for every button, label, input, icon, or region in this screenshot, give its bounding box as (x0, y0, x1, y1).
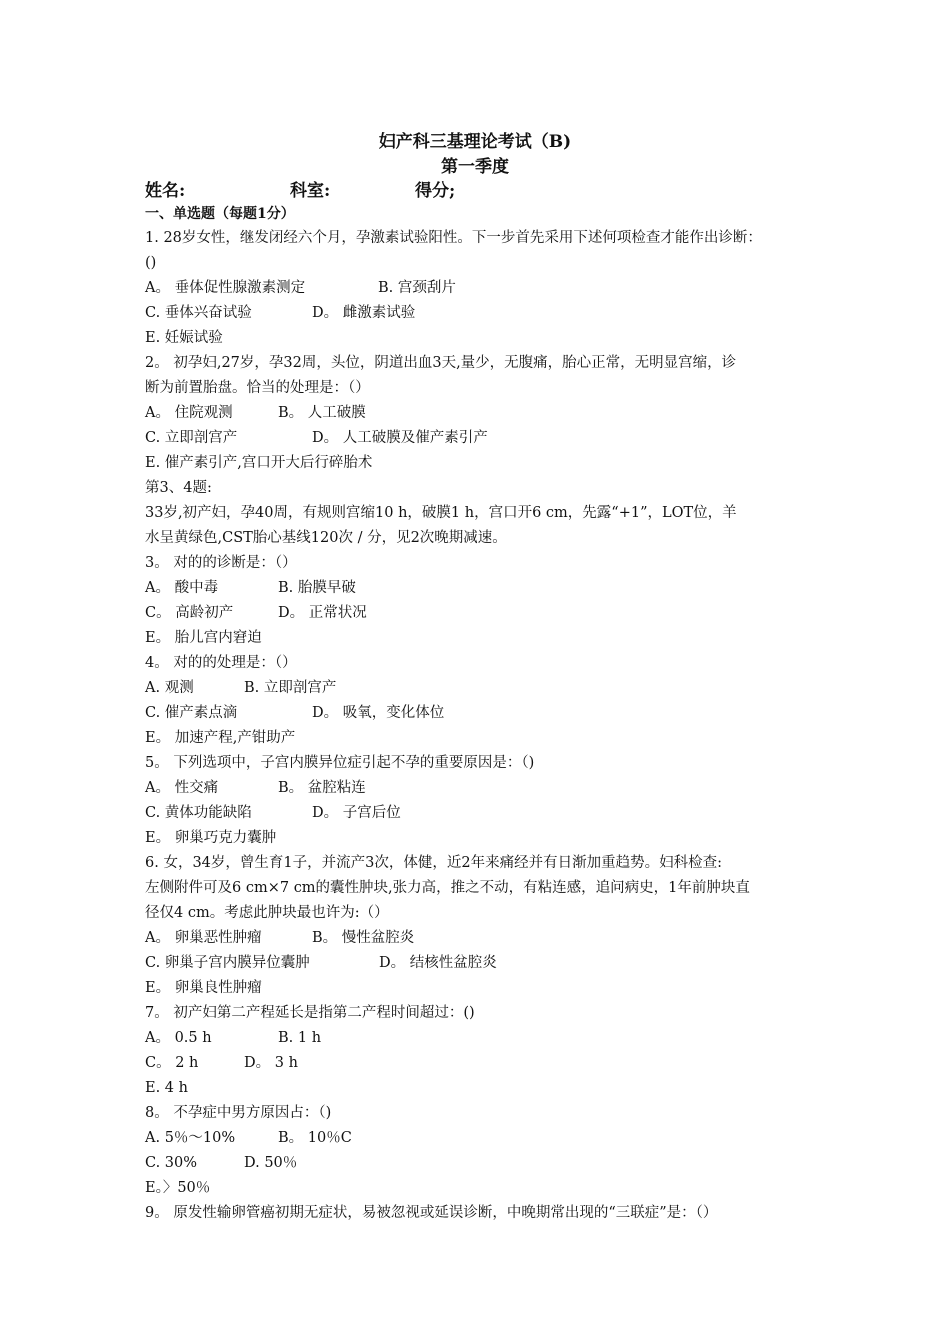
option-e: E. 催产素引产,宫口开大后行碎胎术 (145, 455, 373, 471)
question-2-stem: 2。 初孕妇,27岁，孕32周，头位，阴道出血3天,量少，无腹痛，胎心正常，无明显宫缩，诊 (145, 355, 737, 371)
question-4-stem: 4。 对的的处理是：（） (145, 655, 297, 671)
option-row (145, 426, 810, 451)
option-row (145, 926, 810, 951)
option-a: A。 住院观测 (145, 405, 233, 421)
option-row (145, 601, 810, 626)
option-b: B。 人工破膜 (278, 405, 366, 421)
option-b: B. 胎膜早破 (278, 580, 356, 596)
option-b: B. 1 h (278, 1030, 322, 1046)
case-heading-text: 第3、4题: (145, 480, 212, 496)
option-row (145, 801, 810, 826)
option-a: A. 观测 (145, 680, 194, 696)
name-label: 姓名: (145, 181, 186, 201)
option-row (145, 826, 810, 851)
option-row (145, 1151, 810, 1176)
option-row (145, 951, 810, 976)
question-9-stem: 9。 原发性输卵管癌初期无症状，易被忽视或延误诊断，中晚期常出现的“三联症”是：（） (145, 1205, 718, 1221)
option-row (145, 576, 810, 601)
option-d: D. 50％ (244, 1155, 298, 1171)
case-heading (145, 476, 810, 501)
option-d: D。 3 h (244, 1055, 298, 1071)
option-row (145, 1076, 810, 1101)
option-row (145, 701, 810, 726)
option-row (145, 726, 810, 751)
option-e: E。 卵巢良性肿瘤 (145, 980, 262, 996)
case-text-line-2: 水呈黄绿色,CST胎心基线120次 / 分，见2次晚期减速。 (145, 530, 507, 546)
question-stem (145, 226, 810, 251)
case-text (145, 526, 810, 551)
option-c: C. 黄体功能缺陷 (145, 805, 252, 821)
option-row (145, 676, 810, 701)
question-stem (145, 1101, 810, 1126)
question-1-stem: 1. 28岁女性，继发闭经六个月，孕激素试验阳性。下一步首先采用下述何项检查才能作出诊断： (145, 230, 762, 246)
option-c: C. 卵巢子宫内膜异位囊肿 (145, 955, 310, 971)
question-stem (145, 876, 810, 901)
question-stem (145, 351, 810, 376)
option-e: E。 胎儿宫内窘迫 (145, 630, 262, 646)
option-row (145, 1026, 810, 1051)
question-stem (145, 901, 810, 926)
question-6-stem-cont-2: 径仅4 cm。考虑此肿块最也许为:（） (145, 905, 389, 921)
question-list (145, 226, 810, 1226)
case-text (145, 501, 810, 526)
option-row (145, 1126, 810, 1151)
question-8-stem: 8。 不孕症中男方原因占：（) (145, 1105, 332, 1121)
option-e: E。〉50％ (145, 1180, 211, 1196)
option-b: B. 立即剖宫产 (244, 680, 337, 696)
option-e: E。 加速产程,产钳助产 (145, 730, 296, 746)
option-c: C。 高龄初产 (145, 605, 234, 621)
option-row (145, 976, 810, 1001)
question-5-stem: 5。 下列选项中，子宫内膜异位症引起不孕的重要原因是：（) (145, 755, 535, 771)
question-stem (145, 1001, 810, 1026)
option-a: A。 酸中毒 (145, 580, 219, 596)
question-stem (145, 1201, 810, 1226)
option-e: E. 4 h (145, 1080, 188, 1096)
option-d: D。 正常状况 (278, 605, 367, 621)
option-c: C. 30% (145, 1155, 198, 1171)
department-label: 科室: (290, 181, 331, 201)
exam-subtitle: 第一季度 (441, 157, 509, 177)
question-2-stem-cont: 断为前置胎盘。恰当的处理是：（） (145, 380, 370, 396)
option-d: D。 结核性盆腔炎 (379, 955, 497, 971)
question-7-stem: 7。 初产妇第二产程延长是指第二产程时间超过：() (145, 1005, 475, 1021)
option-e: E. 妊娠试验 (145, 330, 223, 346)
option-d: D。 吸氧，变化体位 (312, 705, 445, 721)
option-row (145, 451, 810, 476)
option-a: A。 0.5 h (145, 1030, 212, 1046)
question-6-stem-cont: 左侧附件可及6 cm×7 cm的囊性肿块,张力高，推之不动，有粘连感，追问病史，1年前肿块直 (145, 880, 750, 896)
option-e: E。 卵巢巧克力囊肿 (145, 830, 277, 846)
case-text-line-1: 33岁,初产妇，孕40周，有规则宫缩10 h，破膜1 h，宫口开6 cm，先露“+1”，LOT位，羊 (145, 505, 737, 521)
option-b: B。 盆腔粘连 (278, 780, 366, 796)
option-c: C。 2 h (145, 1055, 199, 1071)
option-a: A。 性交痛 (145, 780, 219, 796)
question-stem (145, 551, 810, 576)
question-6-stem: 6. 女，34岁，曾生育1子，并流产3次，体健，近2年来痛经并有日渐加重趋势。妇科检查: (145, 855, 722, 871)
option-c: C. 垂体兴奋试验 (145, 305, 252, 321)
option-row (145, 401, 810, 426)
section-title: 一、单选题（每题1分） (145, 206, 295, 222)
option-c: C. 立即剖宫产 (145, 430, 238, 446)
option-d: D。 人工破膜及催产素引产 (312, 430, 488, 446)
question-3-stem: 3。 对的的诊断是：（） (145, 555, 297, 571)
option-row (145, 776, 810, 801)
option-c: C. 催产素点滴 (145, 705, 238, 721)
option-d: D。 子宫后位 (312, 805, 401, 821)
question-stem (145, 376, 810, 401)
option-row (145, 276, 810, 301)
option-a: A。 垂体促性腺激素测定 (145, 280, 306, 296)
question-stem (145, 251, 810, 276)
option-a: A. 5％～10% (145, 1130, 236, 1146)
option-b: B。 10％C (278, 1130, 352, 1146)
option-row (145, 1051, 810, 1076)
option-row (145, 326, 810, 351)
question-stem (145, 851, 810, 876)
option-row (145, 301, 810, 326)
option-b: B。 慢性盆腔炎 (312, 930, 415, 946)
option-d: D。 雌激素试验 (312, 305, 416, 321)
question-stem (145, 651, 810, 676)
option-b: B. 宫颈刮片 (378, 280, 456, 296)
exam-title: 妇产科三基理论考试（B) (378, 132, 572, 152)
option-a: A。 卵巢恶性肿瘤 (145, 930, 262, 946)
option-row (145, 1176, 810, 1201)
score-label: 得分; (415, 181, 456, 201)
question-1-stem-cont: () (145, 255, 157, 271)
question-stem (145, 751, 810, 776)
option-row (145, 626, 810, 651)
